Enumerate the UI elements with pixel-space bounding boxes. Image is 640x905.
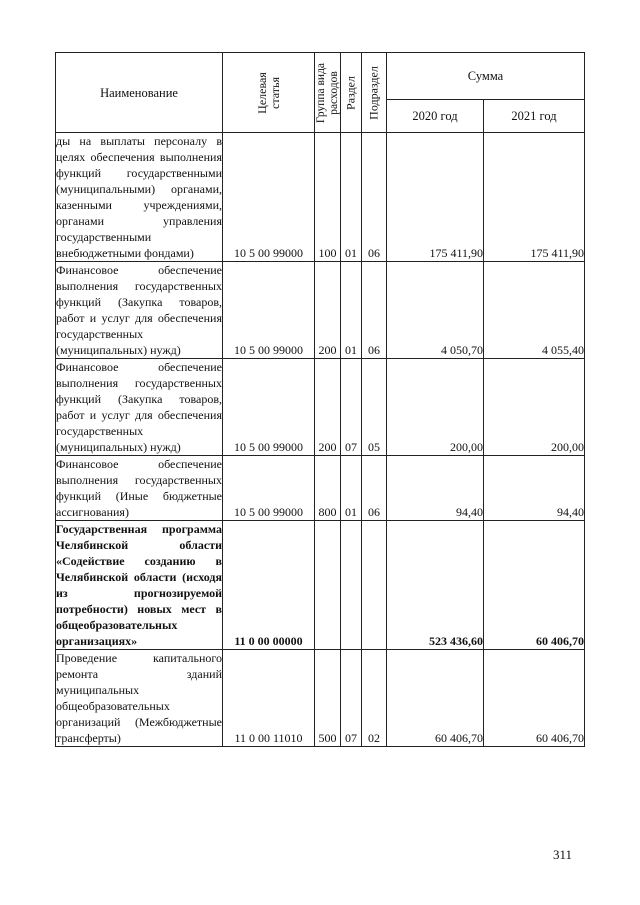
header-subsection-label: Подраздел bbox=[366, 65, 381, 120]
row-sum-2021: 60 406,70 bbox=[484, 650, 585, 747]
row-sum-2020: 4 050,70 bbox=[387, 262, 484, 359]
row-expense-group: 200 bbox=[315, 359, 341, 456]
row-section bbox=[341, 521, 362, 650]
row-target-article: 10 5 00 99000 bbox=[223, 262, 315, 359]
row-target-article: 11 0 00 00000 bbox=[223, 521, 315, 650]
header-subsection bbox=[362, 53, 387, 133]
header-target-article-label: Целевая статья bbox=[254, 71, 282, 114]
table-row bbox=[56, 650, 585, 747]
row-target-article: 10 5 00 99000 bbox=[223, 456, 315, 521]
row-expense-group bbox=[315, 521, 341, 650]
row-subsection: 05 bbox=[362, 359, 387, 456]
header-section-label: Раздел bbox=[343, 75, 358, 110]
table-row bbox=[56, 262, 585, 359]
page-number: 311 bbox=[553, 847, 573, 862]
row-sum-2020: 175 411,90 bbox=[387, 133, 484, 262]
budget-table bbox=[55, 52, 585, 747]
row-name: Финансовое обеспечение выполнения государственных функций (Закупка товаров, работ и услуг для обеспечения государственных (муниципальных) нужд) bbox=[56, 360, 222, 454]
header-year-2021: 2021 год bbox=[484, 100, 585, 133]
row-sum-2020: 523 436,60 bbox=[387, 521, 484, 650]
table-row bbox=[56, 133, 585, 262]
row-subsection: 02 bbox=[362, 650, 387, 747]
row-sum-2021: 60 406,70 bbox=[484, 521, 585, 650]
row-sum-2021: 94,40 bbox=[484, 456, 585, 521]
row-subsection bbox=[362, 521, 387, 650]
row-sum-2021: 175 411,90 bbox=[484, 133, 585, 262]
row-subsection: 06 bbox=[362, 262, 387, 359]
row-section: 01 bbox=[341, 262, 362, 359]
table-row-program bbox=[56, 521, 585, 650]
header-target-article bbox=[223, 53, 315, 133]
row-name: Финансовое обеспечение выполнения государственных функций (Закупка товаров, работ и услуг для обеспечения государственных (муниципальных) нужд) bbox=[56, 263, 222, 357]
row-expense-group: 100 bbox=[315, 133, 341, 262]
row-expense-group: 200 bbox=[315, 262, 341, 359]
header-year-2020: 2020 год bbox=[387, 100, 484, 133]
table-row bbox=[56, 359, 585, 456]
row-name: Проведение капитального ремонта зданий муниципальных общеобразовательных организаций (Межбюджетные трансферты) bbox=[56, 651, 222, 745]
row-sum-2021: 4 055,40 bbox=[484, 262, 585, 359]
table-row bbox=[56, 456, 585, 521]
row-target-article: 10 5 00 99000 bbox=[223, 359, 315, 456]
row-expense-group: 800 bbox=[315, 456, 341, 521]
row-section: 07 bbox=[341, 650, 362, 747]
row-target-article: 10 5 00 99000 bbox=[223, 133, 315, 262]
header-expense-group-label: Группа вида расходов bbox=[314, 62, 340, 123]
header-section bbox=[341, 53, 362, 133]
row-target-article: 11 0 00 11010 bbox=[223, 650, 315, 747]
row-section: 01 bbox=[341, 133, 362, 262]
row-name: Финансовое обеспечение выполнения государственных функций (Иные бюджетные ассигнования) bbox=[56, 457, 222, 519]
row-sum-2021: 200,00 bbox=[484, 359, 585, 456]
row-section: 07 bbox=[341, 359, 362, 456]
header-name: Наименование bbox=[56, 53, 223, 133]
row-sum-2020: 94,40 bbox=[387, 456, 484, 521]
row-subsection: 06 bbox=[362, 133, 387, 262]
row-expense-group: 500 bbox=[315, 650, 341, 747]
row-sum-2020: 200,00 bbox=[387, 359, 484, 456]
header-expense-group bbox=[315, 53, 341, 133]
header-sum: Сумма bbox=[387, 53, 585, 100]
row-sum-2020: 60 406,70 bbox=[387, 650, 484, 747]
row-name: Государственная программа Челябинской области «Содействие созданию в Челябинской области (исходя из прогнозируемой потребности) новых мест в общеобразовательных организациях» bbox=[56, 522, 222, 648]
row-name: ды на выплаты персоналу в целях обеспечения выполнения функций государственными (муниципальными) органами, казенными учреждениями, органами управления государственными внебюджетными фондами) bbox=[56, 134, 222, 260]
row-section: 01 bbox=[341, 456, 362, 521]
row-subsection: 06 bbox=[362, 456, 387, 521]
